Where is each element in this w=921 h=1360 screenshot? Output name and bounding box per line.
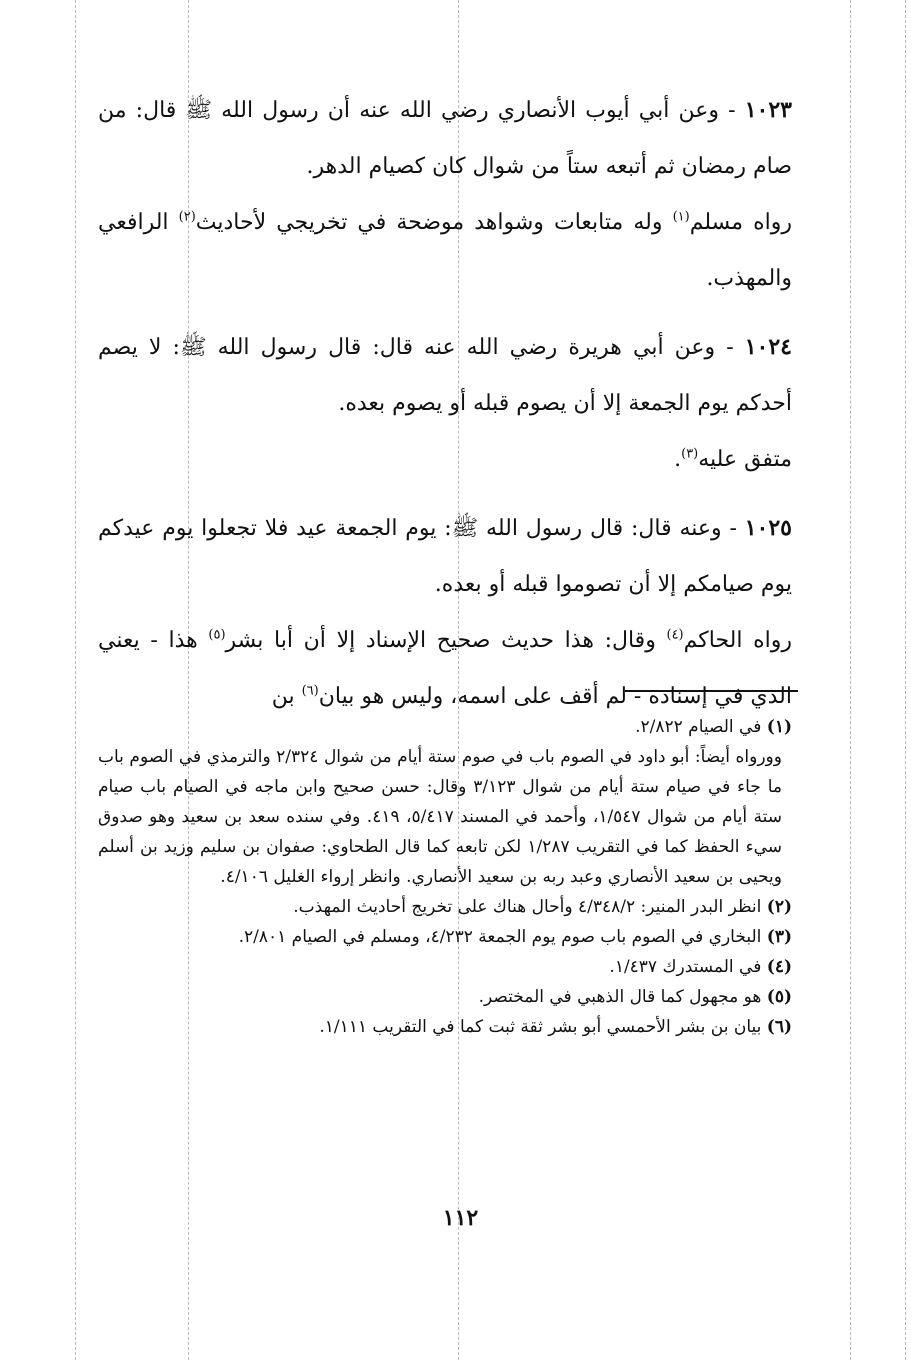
footnote-text: في المستدرك ١/٤٣٧. [609, 957, 762, 977]
hadith-number: ١٠٢٤ [744, 334, 792, 360]
footnotes [98, 712, 792, 1042]
footnote-marker: (٣) [766, 927, 792, 947]
hadith-text: - وعن أبي هريرة رضي الله عنه قال: قال رسول الله ﷺ: لا يصم أحدكم يوم الجمعة إلا أن يصوم قبله أو يصوم بعده. [98, 335, 792, 416]
hadith-1023-source [98, 195, 792, 307]
source-text: الرافعي والمهذب. [98, 210, 792, 291]
page-number: ١١٢ [442, 1205, 479, 1231]
source-text: وله متابعات وشواهد موضحة في تخريجي لأحاديث [195, 210, 673, 235]
footnote-marker: (٢) [766, 897, 792, 917]
footnote-ref: (٢) [178, 209, 196, 225]
footnote-marker: (٦) [766, 1017, 792, 1037]
footnote-marker: (٤) [766, 957, 792, 977]
footnote-1 [98, 712, 792, 742]
hadith-1023 [98, 82, 792, 195]
footnote-marker: (٥) [766, 987, 792, 1007]
source-text: متفق عليه [698, 447, 792, 472]
source-text: رواه الحاكم [683, 628, 792, 653]
hadith-1024 [98, 319, 792, 432]
source-text: . [674, 447, 682, 472]
footnote-text: انظر البدر المنير: ٤/٣٤٨/٢ وأحال هناك على تخريج أحاديث المهذب. [293, 897, 762, 917]
footnote-text: بيان بن بشر الأحمسي أبو بشر ثقة ثبت كما في التقريب ١/١١١. [319, 1017, 762, 1037]
scan-fold-line [850, 0, 851, 1360]
hadith-number: ١٠٢٣ [744, 97, 792, 123]
footnote-ref: (٦) [301, 683, 319, 699]
footnote-text: البخاري في الصوم باب صوم يوم الجمعة ٤/٢٣٢، ومسلم في الصيام ٢/٨٠١. [238, 927, 762, 947]
footnote-separator [625, 690, 798, 692]
hadith-text: - وعنه قال: قال رسول الله ﷺ: يوم الجمعة عيد فلا تجعلوا يوم عيدكم يوم صيامكم إلا أن تصوموا قبله أو بعده. [98, 516, 792, 597]
footnote-marker: (١) [766, 717, 792, 737]
footnote-4 [98, 952, 792, 982]
hadith-1025-source [98, 613, 792, 725]
source-text: هذا - يعني الذي في إسناده - لم أقف على اسمه، وليس هو بيان [98, 628, 792, 709]
main-text [98, 82, 792, 725]
footnote-ref: (١) [672, 209, 690, 225]
scan-fold-line [75, 0, 76, 1360]
footnote-3 [98, 922, 792, 952]
footnote-1-continuation [98, 742, 792, 892]
scan-fold-line [905, 0, 906, 1360]
footnote-text: في الصيام ٢/٨٢٢. [635, 717, 762, 737]
source-text: بن [271, 684, 302, 709]
footnote-text: هو مجهول كما قال الذهبي في المختصر. [478, 987, 762, 1007]
source-text: وقال: هذا حديث صحيح الإسناد إلا أن أبا بشر [225, 628, 667, 653]
source-text: رواه مسلم [689, 210, 793, 235]
footnote-ref: (٤) [666, 627, 684, 643]
footnote-6 [98, 1012, 792, 1042]
hadith-text: - وعن أبي أيوب الأنصاري رضي الله عنه أن رسول الله ﷺ قال: من صام رمضان ثم أتبعه ستاً من شوال كان كصيام الدهر. [98, 98, 792, 179]
hadith-1025 [98, 500, 792, 613]
footnote-2 [98, 892, 792, 922]
footnote-ref: (٣) [681, 446, 699, 462]
footnote-ref: (٥) [208, 627, 226, 643]
footnote-5 [98, 982, 792, 1012]
hadith-number: ١٠٢٥ [744, 515, 792, 541]
hadith-1024-source [98, 432, 792, 488]
footnote-text: وورواه أيضاً: أبو داود في الصوم باب في صوم ستة أيام من شوال ٢/٣٢٤ والترمذي في الصوم باب ما جاء في صيام ستة أيام من شوال ٣/١٢٣ وقال: حسن صحيح وابن ماجه في الصيام باب صيام ستة أيام من شوال ١/٥٤٧، وأحمد في المسند ٥/٤١٧، ٤١٩. وفي سنده سعد بن سعيد وهو صدوق سيء الحفظ كما في التقريب ١/٢٨٧ لكن تابعه كما قال الطحاوي: صفوان بن سليم وزيد بن أسلم ويحيى بن سعيد الأنصاري وعبد ربه بن سعيد الأنصاري. وانظر إرواء الغليل ٤/١٠٦. [98, 747, 782, 887]
